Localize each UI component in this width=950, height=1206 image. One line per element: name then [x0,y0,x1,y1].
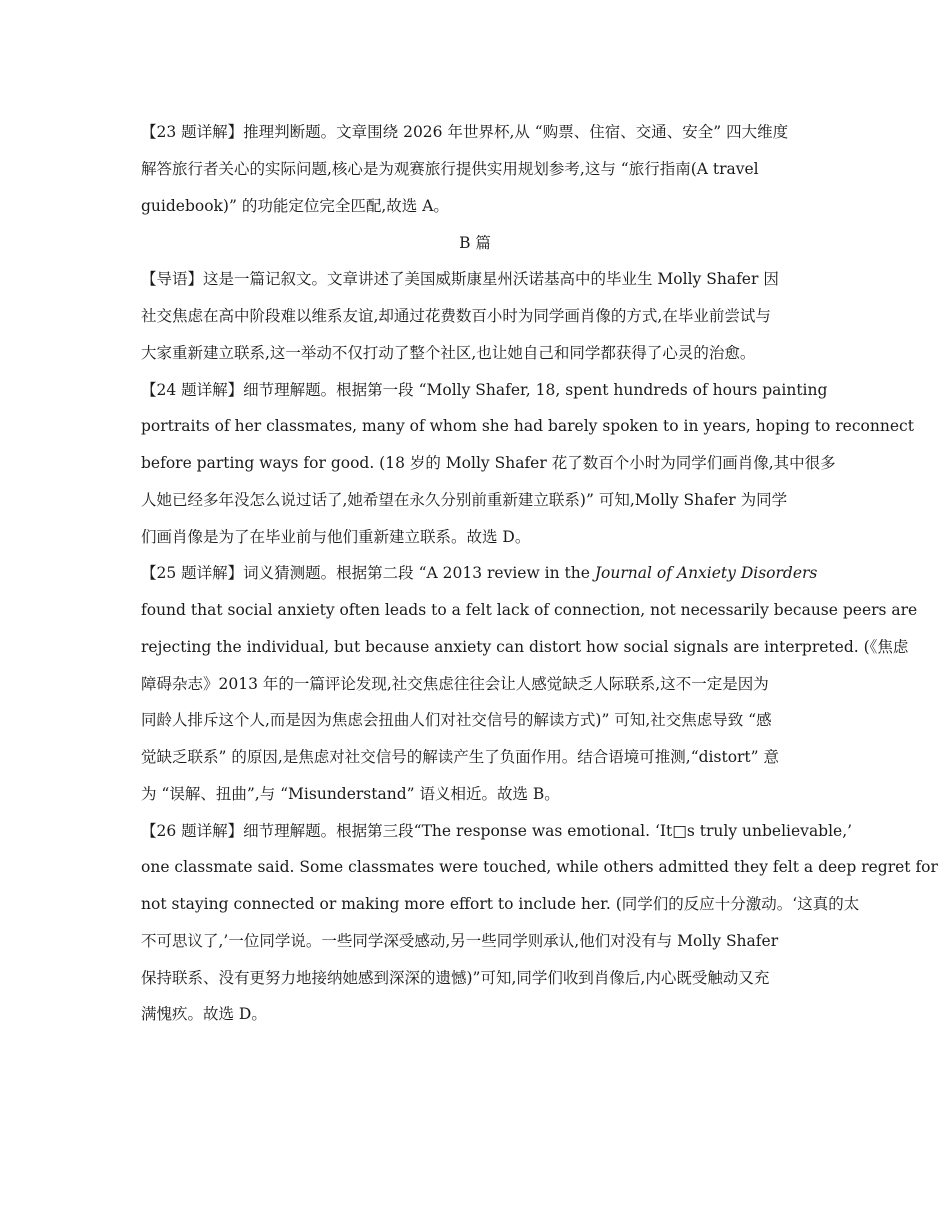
q25-line-3: rejecting the individual, but because anxiety can distort how social signals are interpreted. (《焦虑 [141,638,909,656]
q26-line-1: 【26 题详解】细节理解题。根据第三段“The response was emotional. ‘It□s truly unbelievable,’ [141,822,853,840]
q25-line-5: 同龄人排斥这个人,而是因为焦虑会扭曲人们对社交信号的解读方式)” 可知,社交焦虑导致 “感 [141,711,772,729]
q26-line-4: 不可思议了,’一位同学说。一些同学深受感动,另一些同学则承认,他们对没有与 Molly Shafer [141,932,779,950]
q24-line-2: portraits of her classmates, many of whom she had barely spoken to in years, hoping to reconnect [141,417,914,435]
q26-line-3: not staying connected or making more effort to include her. (同学们的反应十分激动。‘这真的太 [141,895,860,913]
section-title: B 篇 [459,234,491,252]
q24-line-1: 【24 题详解】细节理解题。根据第一段 “Molly Shafer, 18, spent hundreds of hours painting [141,381,828,399]
intro-line-1: 【导语】这是一篇记叙文。文章讲述了美国威斯康星州沃诺基高中的毕业生 Molly Shafer 因 [141,270,779,288]
q24-line-3: before parting ways for good. (18 岁的 Molly Shafer 花了数百个小时为同学们画肖像,其中很多 [141,454,836,472]
q26-line-5: 保持联系、没有更努力地接纳她感到深深的遗憾)”可知,同学们收到肖像后,内心既受触动又充 [141,969,770,987]
q25-line-7: 为 “误解、扭曲”,与 “Misunderstand” 语义相近。故选 B。 [141,785,560,803]
intro-line-2: 社交焦虑在高中阶段难以维系友谊,却通过花费数百小时为同学画肖像的方式,在毕业前尝试与 [141,307,771,325]
q25-line-1 [141,562,821,584]
intro-line-3: 大家重新建立联系,这一举动不仅打动了整个社区,也让她自己和同学都获得了心灵的治愈。 [141,344,756,362]
q25-intro-text: 【25 题详解】词义猜测题。根据第二段 “A 2013 review in the [141,564,595,582]
q25-line-4: 障碍杂志》2013 年的一篇评论发现,社交焦虑往往会让人感觉缺乏人际联系,这不一定是因为 [141,675,769,693]
q24-line-4: 人她已经多年没怎么说过话了,她希望在永久分别前重新建立联系)” 可知,Molly Shafer 为同学 [141,491,788,509]
q25-line-6: 觉缺乏联系” 的原因,是焦虑对社交信号的解读产生了负面作用。结合语境可推测,“distort” 意 [141,748,780,766]
q26-line-2: one classmate said. Some classmates were touched, while others admitted they felt a deep regret for [141,858,938,876]
q25-line-2: found that social anxiety often leads to a felt lack of connection, not necessarily because peers are [141,601,918,619]
q24-line-5: 们画肖像是为了在毕业前与他们重新建立联系。故选 D。 [141,528,531,546]
q26-line-6: 满愧疚。故选 D。 [141,1005,267,1023]
q23-line-2: 解答旅行者关心的实际问题,核心是为观赛旅行提供实用规划参考,这与 “旅行指南(A travel [141,160,759,178]
q23-line-1: 【23 题详解】推理判断题。文章围绕 2026 年世界杯,从 “购票、住宿、交通、安全” 四大维度 [141,123,789,141]
journal-title: Journal of Anxiety Disorders [594,564,818,582]
q23-line-3: guidebook)” 的功能定位完全匹配,故选 A。 [141,197,449,215]
